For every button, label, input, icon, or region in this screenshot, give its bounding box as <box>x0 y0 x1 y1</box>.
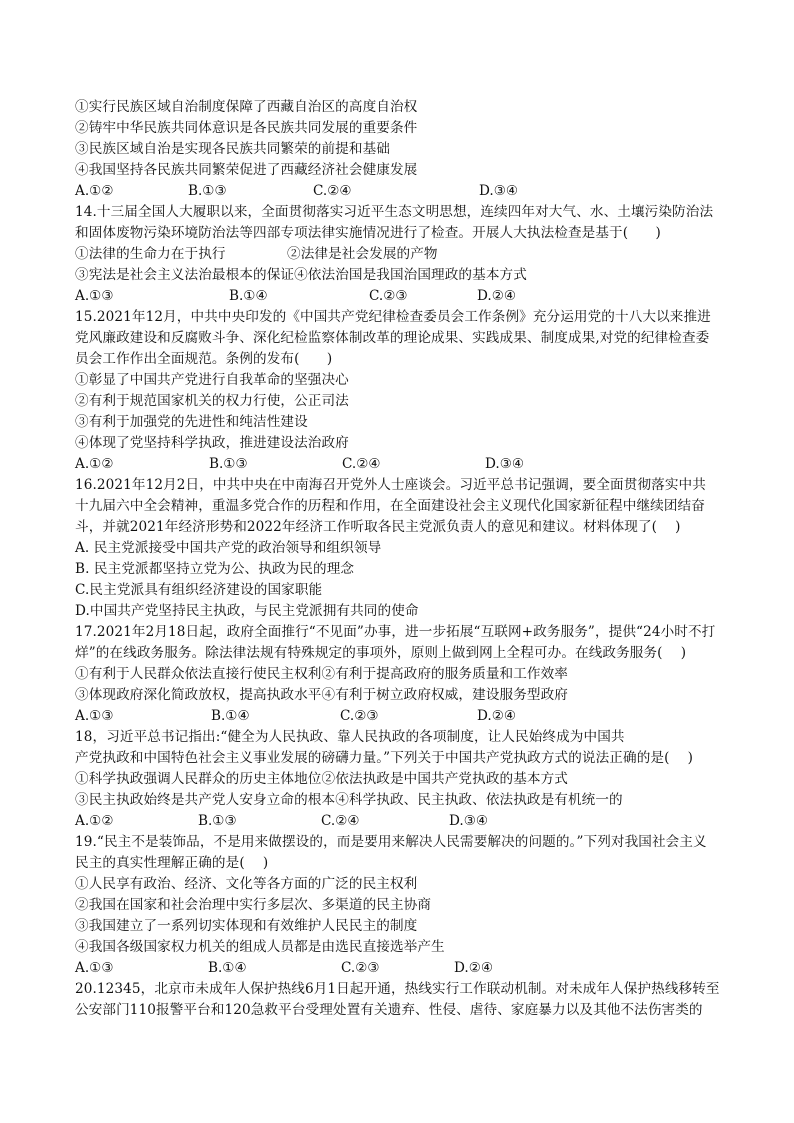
statement: ④我国各级国家权力机关的组成人员都是由选民直接选举产生 <box>75 939 445 955</box>
statement: ①人民享有政治、经济、文化等各方面的广泛的民主权利 <box>75 876 418 892</box>
statement-row <box>75 665 725 683</box>
option-a: A.①② <box>75 456 114 472</box>
answer-options <box>75 959 725 977</box>
statement: ②依法执政是中国共产党执政的基本方式 <box>321 771 568 787</box>
question-stem: 公安部门110报警平台和120急救平台受理处置有关遗弃、性侵、虐待、家庭暴力以及其他不法伤害类的 <box>75 1002 703 1018</box>
statement: ③民族区域自治是实现各民族共同繁荣的前提和基础 <box>75 141 390 157</box>
statement-row <box>75 266 725 284</box>
option-c: C.②③ <box>340 708 379 724</box>
choice-b: B. 民主党派都坚持立党为公、执政为民的理念 <box>75 561 355 577</box>
statement: ③宪法是社会主义法治最根本的保证 <box>75 267 295 283</box>
statement: ①法律的生命力在于执行 <box>75 246 226 262</box>
option-b: B.①③ <box>188 183 227 199</box>
statement: ④有利于树立政府权威，建设服务型政府 <box>321 687 568 703</box>
question-stem: 民主的真实性理解正确的是( ) <box>75 855 269 871</box>
option-a: A.①③ <box>75 960 114 976</box>
answer-options <box>75 287 725 305</box>
statement: ③有利于加强党的先进性和纯洁性建设 <box>75 414 308 430</box>
statement-row <box>75 770 725 788</box>
option-d: D.③④ <box>479 183 519 199</box>
question-stem: 17.2021年2月18日起，政府全面推行“不见面”办事，进一步拓展“互联网+政务服务”，提供“24小时不打 <box>75 624 716 640</box>
choice-a: A. 民主党派接受中国共产党的政治领导和组织领导 <box>75 540 382 556</box>
option-c: C.②④ <box>342 456 381 472</box>
question-stem: 18，习近平总书记指出:“健全为人民执政、靠人民执政的各项制度，让人民始终成为中国共 <box>75 729 625 745</box>
statement: ④体现了党坚持科学执政，推进建设法治政府 <box>75 435 349 451</box>
statement: ①彰显了中国共产党进行自我革命的坚强决心 <box>75 372 349 388</box>
option-b: B.①④ <box>211 708 250 724</box>
statement: ②有利于规范国家机关的权力行使，公正司法 <box>75 393 349 409</box>
statement: ④依法治国是我国治国理政的基本方式 <box>294 267 527 283</box>
answer-options <box>75 812 725 830</box>
choice-d: D.中国共产党坚持民主执政，与民主党派拥有共同的使命 <box>75 603 419 619</box>
answer-options <box>75 182 725 200</box>
option-a: A.①③ <box>75 708 114 724</box>
option-d: D.③④ <box>449 813 489 829</box>
statement: ④科学执政、民主执政、依法执政是有机统一的 <box>335 792 623 808</box>
option-d: D.②④ <box>477 288 517 304</box>
statement: ③民主执政始终是共产党人安身立命的根本 <box>75 792 336 808</box>
option-a: A.①③ <box>75 288 114 304</box>
option-a: A.①② <box>75 813 114 829</box>
statement: ②有利于提高政府的服务质量和工作效率 <box>321 666 568 682</box>
statement: ②我国在国家和社会治理中实行多层次、多渠道的民主协商 <box>75 897 432 913</box>
choice-c: C.民主党派具有组织经济建设的国家职能 <box>75 582 323 598</box>
option-b: B.①④ <box>229 288 268 304</box>
answer-options <box>75 707 725 725</box>
question-stem: 十九届六中全会精神，重温多党合作的历程和作用，在全面建设社会主义现代化国家新征程中继续团结奋 <box>75 498 705 514</box>
statement: ①有利于人民群众依法直接行使民主权利 <box>75 666 322 682</box>
statement: ③我国建立了一系列切实体现和有效维护人民民主的制度 <box>75 918 418 934</box>
statement: ①科学执政强调人民群众的历史主体地位 <box>75 771 322 787</box>
statement: ②铸牢中华民族共同体意识是各民族共同发展的重要条件 <box>75 120 418 136</box>
question-stem: 19.“民主不是装饰品，不是用来做摆设的，而是要用来解决人民需要解决的问题的。”下列对我国社会主义 <box>75 834 707 850</box>
question-stem: 产党执政和中国特色社会主义事业发展的磅礴力量。”下列关于中国共产党执政方式的说法正确的是( ) <box>75 750 693 766</box>
option-d: D.②④ <box>477 708 517 724</box>
question-stem: 党风廉政建设和反腐败斗争、深化纪检监察体制改革的理论成果、实践成果、制度成果,对党的纪律检查委 <box>75 330 710 346</box>
statement: ④我国坚持各民族共同繁荣促进了西藏经济社会健康发展 <box>75 162 418 178</box>
question-stem: 16.2021年12月2日，中共中央在中南海召开党外人士座谈会。习近平总书记强调，要全面贯彻落实中共 <box>75 477 706 493</box>
question-stem: 15.2021年12月，中共中央印发的《中国共产党纪律检查委员会工作条例》充分运用党的十八大以来推进 <box>75 309 711 325</box>
question-stem: 烊”的在线政务服务。除法律法规有特殊规定的事项外，原则上做到网上全程可办。在线政务服务( ) <box>75 645 687 661</box>
question-stem: 14.十三届全国人大履职以来，全面贯彻落实习近平生态文明思想，连续四年对大气、水、土壤污染防治法 <box>75 204 714 220</box>
option-c: C.②④ <box>321 813 360 829</box>
option-d: D.②④ <box>454 960 494 976</box>
statement: ①实行民族区域自治制度保障了西藏自治区的高度自治权 <box>75 99 418 115</box>
question-stem: 员会工作作出全面规范。条例的发布( ) <box>75 351 333 367</box>
question-stem: 20.12345，北京市未成年人保护热线6月1日起开通，热线实行工作联动机制。对未成年人保护热线移转至 <box>75 981 720 997</box>
statement-row <box>75 791 725 809</box>
option-b: B.①④ <box>208 960 247 976</box>
option-c: C.②③ <box>341 960 380 976</box>
option-a: A.①② <box>75 183 114 199</box>
option-c: C.②③ <box>369 288 408 304</box>
option-c: C.②④ <box>313 183 352 199</box>
statement-row <box>75 245 725 263</box>
option-d: D.③④ <box>485 456 525 472</box>
option-b: B.①③ <box>198 813 237 829</box>
option-b: B.①③ <box>209 456 248 472</box>
statement-row <box>75 686 725 704</box>
question-stem: 和固体废物污染环境防治法等四部专项法律实施情况进行了检查。开展人大执法检查是基于( ) <box>75 225 661 241</box>
answer-options <box>75 455 725 473</box>
statement: ③体现政府深化简政放权，提高执政水平 <box>75 687 322 703</box>
question-stem: 斗，并就2021年经济形势和2022年经济工作听取各民主党派负责人的意见和建议。材料体现了( ) <box>75 519 681 535</box>
statement: ②法律是社会发展的产物 <box>287 246 438 262</box>
